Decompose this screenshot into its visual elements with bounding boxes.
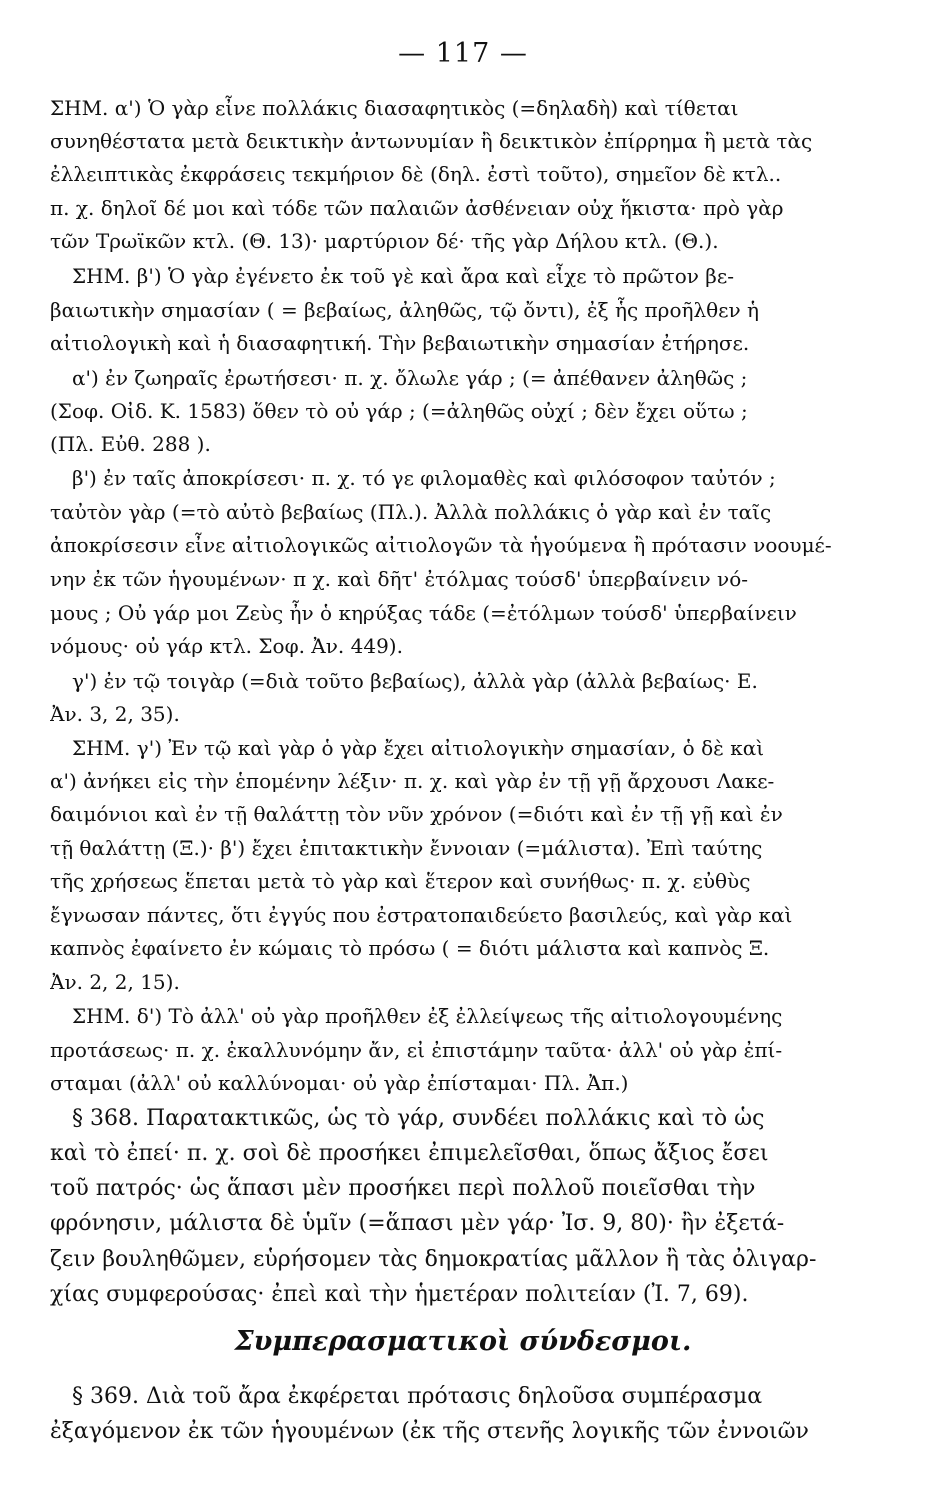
text-line: καπνὸς ἐφαίνετο ἐν κώμαις τὸ πρόσω ( = διότι μάλιστα καὶ καπνὸς Ξ. [50, 936, 770, 960]
text-line: αἰτιολογικὴ καὶ ἡ διασαφητική. Τὴν βεβαιωτικὴν σημασίαν ἐτήρησε. [50, 331, 750, 355]
text-line: α') ἐν ζωηραῖς ἐρωτήσεσι· π. χ. ὄλωλε γάρ ; (= ἀπέθανεν ἀληθῶς ; [72, 366, 748, 390]
text-line: Ἀν. 2, 2, 15). [50, 970, 180, 994]
text-line: νόμους· οὐ γάρ κτλ. Σοφ. Ἀν. 449). [50, 634, 403, 658]
text-line: (Σοφ. Οἰδ. Κ. 1583) ὅθεν τὸ οὐ γάρ ; (=ἀληθῶς οὐχί ; δὲν ἔχει οὕτω ; [50, 399, 748, 423]
text-line: ἐλλειπτικὰς ἐκφράσεις τεκμήριον δὲ (δηλ. ἐστὶ τοῦτο), σημεῖον δὲ κτλ.. [50, 162, 782, 186]
text-line: συνηθέστατα μετὰ δεικτικὴν ἀντωνυμίαν ἢ δεικτικὸν ἐπίρρημα ἢ μετὰ τὰς [50, 129, 813, 153]
page-number: — 117 — [398, 38, 528, 69]
text-line: § 369. Διὰ τοῦ ἄρα ἐκφέρεται πρότασις δηλοῦσα συμπέρασμα [72, 1384, 763, 1409]
text-line: β') ἐν ταῖς ἀποκρίσεσι· π. χ. τό γε φιλομαθὲς καὶ φιλόσοφον ταὐτόν ; [72, 466, 776, 490]
text-line: ζειν βουληθῶμεν, εὑρήσομεν τὰς δημοκρατίας μᾶλλον ἢ τὰς ὀλιγαρ- [50, 1247, 817, 1272]
text-line: ταὐτὸν γὰρ (=τὸ αὐτὸ βεβαίως (Πλ.). Ἀλλὰ πολλάκις ὁ γὰρ καὶ ἐν ταῖς [50, 500, 772, 524]
text-line: ΣΗΜ. δ') Τὸ ἀλλ' οὐ γὰρ προῆλθεν ἐξ ἐλλείψεως τῆς αἰτιολογουμένης [72, 1004, 783, 1028]
text-line: § 368. Παρατακτικῶς, ὡς τὸ γάρ, συνδέει πολλάκις καὶ τὸ ὡς [72, 1106, 765, 1131]
text-line: χίας συμφερούσας· ἐπεὶ καὶ τὴν ἡμετέραν πολιτείαν (Ἰ. 7, 69). [50, 1282, 749, 1307]
text-line: Ἀν. 3, 2, 35). [50, 702, 180, 726]
text-line: ἔγνωσαν πάντες, ὅτι ἐγγύς που ἐστρατοπαιδεύετο βασιλεύς, καὶ γὰρ καὶ [50, 903, 793, 927]
text-line: τῶν Τρωϊκῶν κτλ. (Θ. 13)· μαρτύριον δέ· τῆς γὰρ Δήλου κτλ. (Θ.). [50, 229, 719, 253]
text-line: τῆς χρήσεως ἕπεται μετὰ τὸ γὰρ καὶ ἕτερον καὶ συνήθως· π. χ. εὐθὺς [50, 869, 751, 893]
text-line: καὶ τὸ ἐπεί· π. χ. σοὶ δὲ προσήκει ἐπιμελεῖσθαι, ὅπως ἄξιος ἔσει [50, 1141, 769, 1166]
text-line: ἀποκρίσεσιν εἶνε αἰτιολογικῶς αἰτιολογῶν τὰ ἡγούμενα ἢ πρότασιν νοουμέ- [50, 533, 832, 557]
text-line: ΣΗΜ. α') Ὁ γὰρ εἶνε πολλάκις διασαφητικὸς (=δηλαδὴ) καὶ τίθεται [50, 96, 739, 120]
text-line: δαιμόνιοι καὶ ἐν τῇ θαλάττῃ τὸν νῦν χρόνον (=διότι καὶ ἐν τῇ γῇ καὶ ἐν [50, 802, 783, 826]
text-line: π. χ. δηλοῖ δέ μοι καὶ τόδε τῶν παλαιῶν ἀσθένειαν οὐχ ἥκιστα· πρὸ γὰρ [50, 196, 784, 220]
text-line: ΣΗΜ. γ') Ἐν τῷ καὶ γὰρ ὁ γὰρ ἔχει αἰτιολογικὴν σημασίαν, ὁ δὲ καὶ [72, 736, 765, 760]
text-line: βαιωτικὴν σημασίαν ( = βεβαίως, ἀληθῶς, τῷ ὄντι), ἐξ ἧς προῆλθεν ἡ [50, 298, 760, 322]
text-line: ΣΗΜ. β') Ὁ γὰρ ἐγένετο ἐκ τοῦ γὲ καὶ ἄρα καὶ εἶχε τὸ πρῶτον βε- [72, 264, 734, 288]
text-line: τοῦ πατρός· ὡς ἅπασι μὲν προσήκει περὶ πολλοῦ ποιεῖσθαι τὴν [50, 1176, 756, 1201]
text-line: (Πλ. Εὐθ. 288 ). [50, 432, 211, 456]
text-line: σταμαι (ἀλλ' οὐ καλλύνομαι· οὐ γὰρ ἐπίσταμαι· Πλ. Ἀπ.) [50, 1071, 629, 1095]
section-heading: Συμπερασματικοὶ σύνδεσμοι. [234, 1326, 692, 1357]
text-line: ἐξαγόμενον ἐκ τῶν ἡγουμένων (ἐκ τῆς στενῆς λογικῆς τῶν ἐννοιῶν [50, 1419, 809, 1444]
text-line: προτάσεως· π. χ. ἐκαλλυνόμην ἄν, εἰ ἐπιστάμην ταῦτα· ἀλλ' οὐ γὰρ ἐπί- [50, 1038, 783, 1062]
text-line: τῇ θαλάττῃ (Ξ.)· β') ἔχει ἐπιτακτικὴν ἔννοιαν (=μάλιστα). Ἐπὶ ταύτης [50, 836, 763, 860]
text-line: μους ; Οὐ γάρ μοι Ζεὺς ἦν ὁ κηρύξας τάδε (=ἐτόλμων τούσδ' ὑπερβαίνειν [50, 601, 797, 625]
text-line: γ') ἐν τῷ τοιγὰρ (=διὰ τοῦτο βεβαίως), ἀλλὰ γὰρ (ἀλλὰ βεβαίως· Ε. [72, 669, 758, 693]
text-line: νην ἐκ τῶν ἡγουμένων· π χ. καὶ δῆτ' ἐτόλμας τούσδ' ὑπερβαίνειν νό- [50, 567, 749, 591]
text-line: φρόνησιν, μάλιστα δὲ ὑμῖν (=ἅπασι μὲν γάρ· Ἰσ. 9, 80)· ἢν ἐξετά- [50, 1211, 785, 1236]
text-line: α') ἀνήκει εἰς τὴν ἑπομένην λέξιν· π. χ. καὶ γὰρ ἐν τῇ γῇ ἄρχουσι Λακε- [50, 769, 775, 793]
